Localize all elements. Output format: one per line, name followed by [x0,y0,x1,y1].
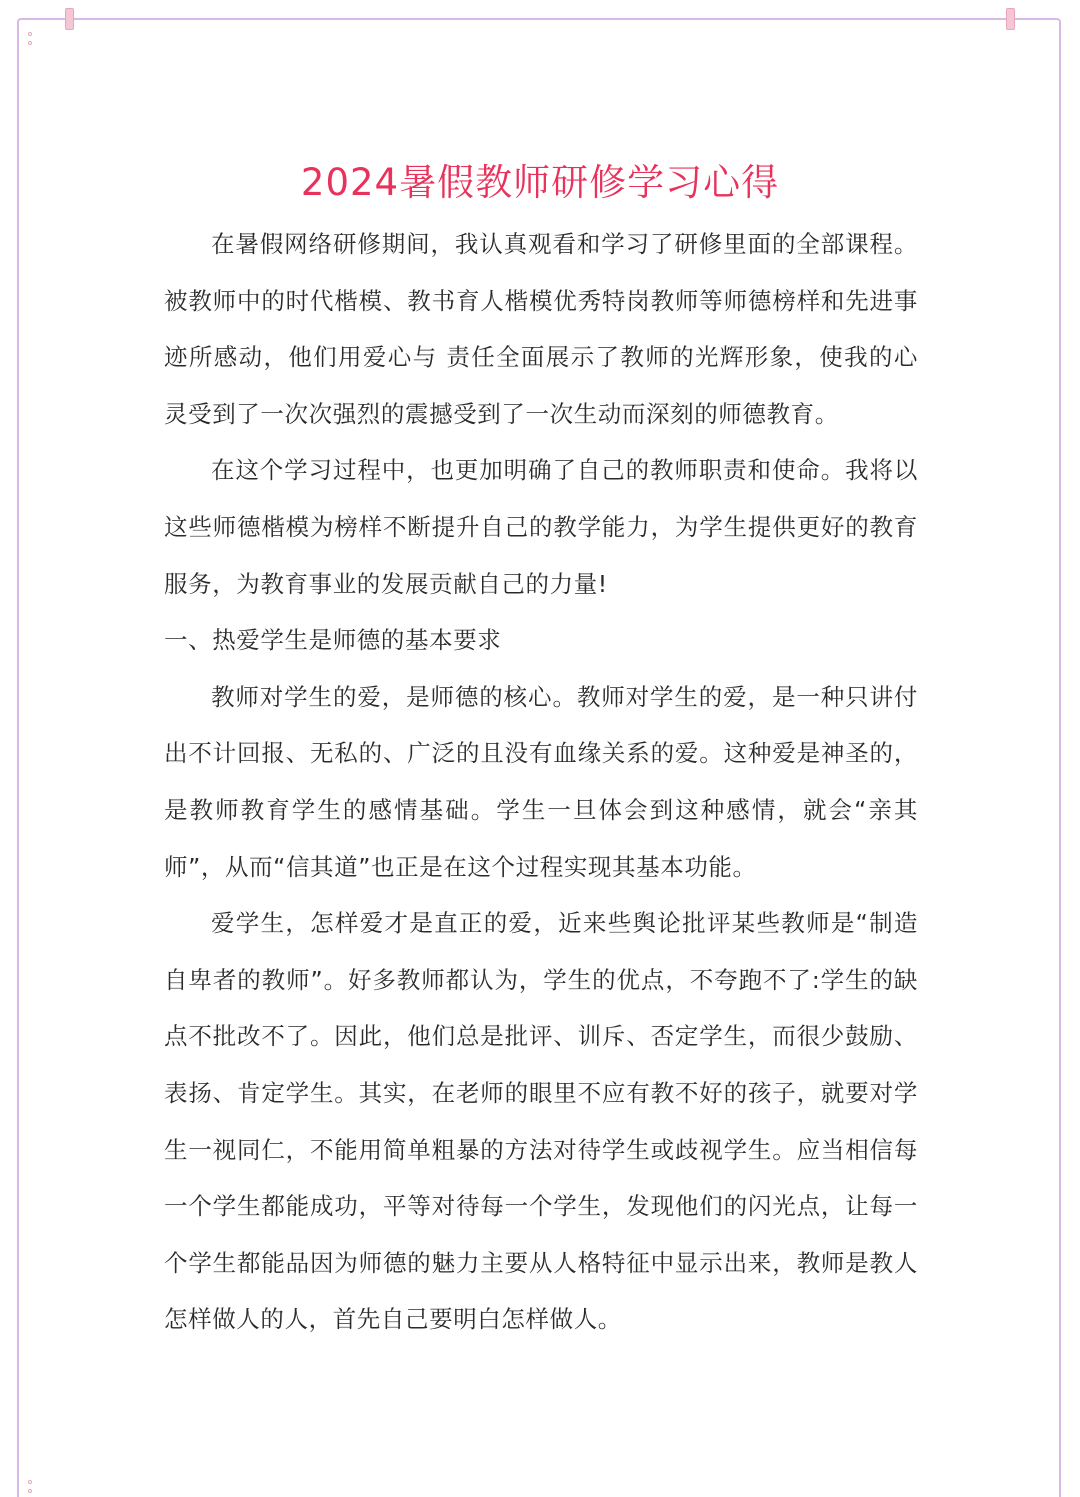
page-title: 2024暑假教师研修学习心得 [300,160,780,204]
paragraph-love-core: 教师对学生的爱，是师德的核心。教师对学生的爱，是一种只讲付出不计回报、无私的、广泛的且没有血缘关系的爱。这种爱是神圣的，是教师教育学生的感情基础。学生一旦体会到这种感情，就会“亲其师”，从而“信其道”也正是在这个过程实现其基本功能。 [164,682,918,881]
binder-tab-right [1006,8,1015,30]
document-body [164,216,918,1348]
paragraph-true-love: 爱学生，怎样爱才是直正的爱，近来些舆论批评某些教师是“制造自卑者的教师”。好多教师都认为，学生的优点，不夸跑不了:学生的缺点不批改不了。因此，他们总是批评、训斥、否定学生，而很少鼓励、表扬、肯定学生。其实，在老师的眼里不应有教不好的孩子，就要对学生一视同仁，不能用简单粗暴的方法对待学生或歧视学生。应当相信每一个学生都能成功，平等对待每一个学生，发现他们的闪光点，让每一个学生都能品因为师德的魅力主要从人格特征中显示出来，教师是教人怎样做人的人，首先自己要明白怎样做人。 [164,909,918,1334]
paragraph-mission: 在这个学习过程中，也更加明确了自己的教师职责和使命。我将以这些师德楷模为榜样不断提升自己的教学能力，为学生提供更好的教育服务，为教育事业的发展贡献自己的力量! [164,456,918,598]
corner-dots-bottom [28,1480,34,1497]
binder-tab-left [65,8,74,30]
paragraph-intro: 在暑假网络研修期间，我认真观看和学习了研修里面的全部课程。被教师中的时代楷模、教书育人楷模优秀特岗教师等师德榜样和先进事迹所感动，他们用爱心与 责任全面展示了教师的光辉形象，使我的心灵受到了一次次强烈的震撼受到了一次生动而深刻的师德教育。 [164,230,918,428]
corner-dots-top [28,32,34,50]
section-heading: 一、热爱学生是师德的基本要求 [164,626,502,655]
